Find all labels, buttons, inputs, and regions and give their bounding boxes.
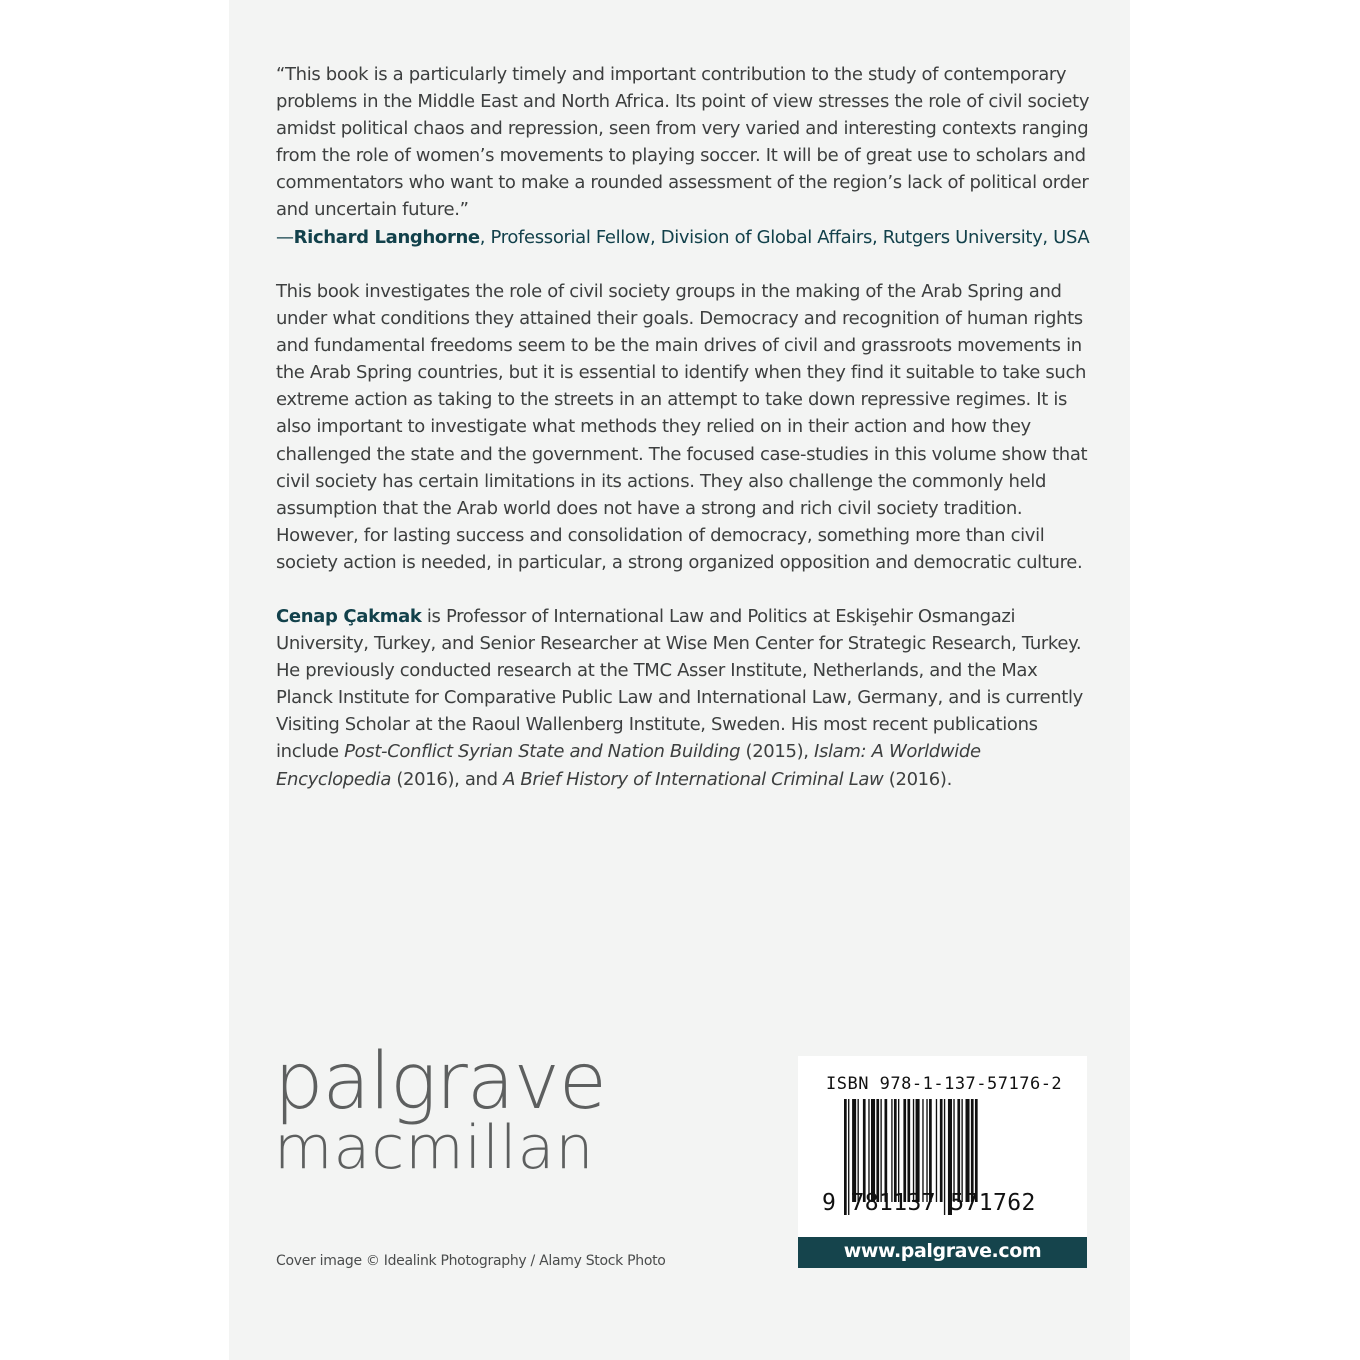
publication-3: A Brief History of International Criminal Law	[503, 768, 884, 790]
book-description	[276, 278, 1091, 576]
author-name: Cenap Çakmak	[276, 606, 422, 627]
quote-open: “	[276, 64, 285, 85]
quote-text: This book is a particularly timely and important contribution to the study of contemporary problems in the Middle East and North Africa. Its point of view stresses the role of civil society amidst political chaos and repression, seen from very varied and interesting contexts ranging from the role of women’s movements to playing soccer. It will be of great use to scholars and commentators who want to make a rounded assessment of the region’s lack of political order and uncertain future.	[276, 64, 1090, 221]
isbn-number: ISBN 978-1-137-57176-2	[826, 1074, 1063, 1094]
endorsement-quote	[276, 61, 1091, 251]
author-bio	[276, 603, 1091, 793]
logo-macmillan: macmillan	[274, 1113, 595, 1183]
barcode-digits: 9 781137 571762	[822, 1190, 1036, 1216]
logo-palgrave: palgrave	[274, 1037, 606, 1127]
quote-author: Richard Langhorne	[293, 226, 480, 248]
description-text: This book investigates the role of civil society groups in the making of the Arab Spring and under what conditions they attained their goals. Democracy and recognition of human rights and fundamental freedoms seem to be the main drives of civil and grassroots movements in the Arab Spring countries, but it is essential to identify when they find it suitable to take such extreme action as taking to the streets in an attempt to take down repressive regimes. It is also important to investigate what methods they relied on in their action and how they challenged the state and the government. The focused case-studies in this volume show that civil society has certain limitations in its actions. They also challenge the commonly held assumption that the Arab world does not have a strong and rich civil society tradition. However, for lasting success and consolidation of democracy, something more than civil society action is needed, in particular, a strong organized opposition and democratic culture.	[276, 281, 1088, 573]
publication-2: Islam: A Worldwide Encyclopedia	[276, 741, 981, 790]
publication-1: Post-Conflict Syrian State and Nation Building	[344, 741, 741, 763]
cover-image-credit: Cover image © Idealink Photography / Alamy Stock Photo	[276, 1253, 666, 1269]
bio-text: is Professor of International Law and Politics at Eskişehir Osmangazi University, Turkey, and Senior Researcher at Wise Men Center for Strategic Research, Turkey. He previously conducted research at the TMC Asser Institute, Netherlands, and the Max Planck Institute for Comparative Public Law and International Law, Germany, and is currently Visiting Scholar at the Raoul Wallenberg Institute, Sweden. His most recent publications include	[276, 606, 1083, 763]
publisher-logo	[274, 1037, 606, 1183]
publisher-url[interactable]: www.palgrave.com	[798, 1237, 1087, 1268]
quote-dash: —	[276, 226, 294, 248]
quote-close: ”	[459, 199, 469, 221]
quote-affiliation: , Professorial Fellow, Division of Global Affairs, Rutgers University, USA	[479, 226, 1090, 248]
publication-1-year: (2015),	[740, 741, 815, 763]
publication-3-year: (2016).	[883, 768, 952, 790]
publication-2-year: (2016), and	[391, 768, 504, 790]
